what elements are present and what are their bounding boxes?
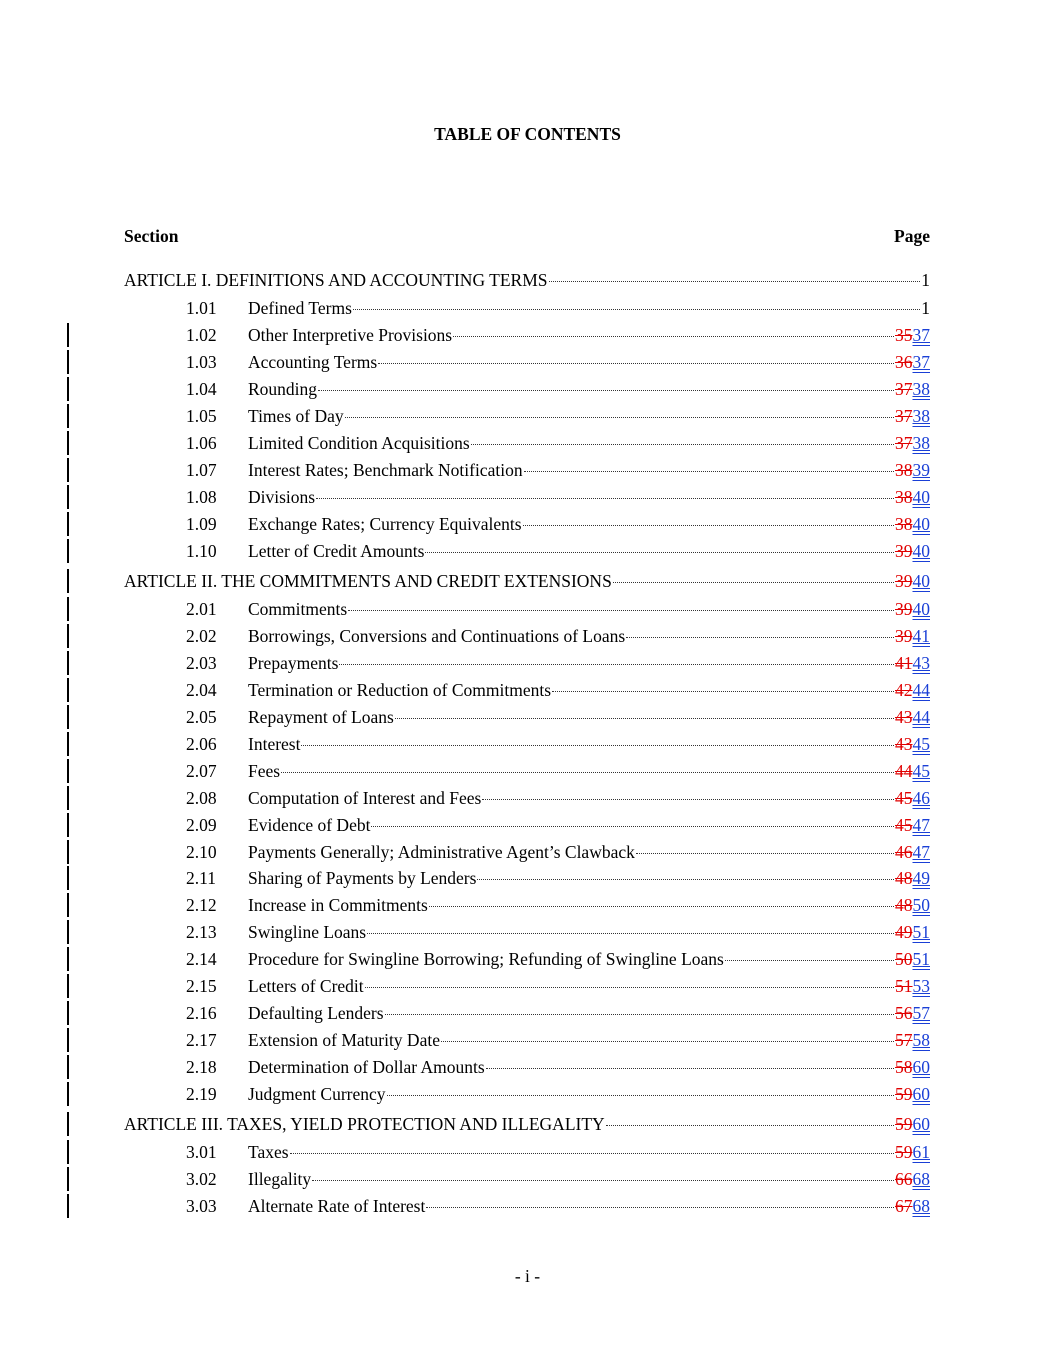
toc-section-title: Taxes — [248, 1142, 289, 1162]
toc-entry[interactable] — [124, 840, 930, 864]
toc-section-number: 2.14 — [186, 949, 217, 969]
toc-page-number — [895, 732, 930, 756]
deleted-page-number: 38 — [895, 514, 913, 534]
toc-section-title: Procedure for Swingline Borrowing; Refunding of Swingline Loans — [248, 949, 724, 969]
toc-article-title: ARTICLE I. DEFINITIONS AND ACCOUNTING TERMS — [124, 270, 548, 290]
toc-entry[interactable] — [124, 947, 930, 971]
toc-page-number — [895, 1055, 930, 1079]
toc-section-title: Exchange Rates; Currency Equivalents — [248, 514, 522, 534]
toc-entry[interactable] — [124, 296, 930, 320]
toc-page-number — [895, 1028, 930, 1052]
change-bar — [67, 759, 69, 783]
toc-entry[interactable] — [124, 813, 930, 837]
toc-section-title: Sharing of Payments by Lenders — [248, 868, 477, 888]
change-bar — [67, 597, 69, 621]
toc-section-number: 2.04 — [186, 680, 217, 700]
toc-page-number — [895, 512, 930, 536]
deleted-page-number: 59 — [895, 1084, 913, 1104]
dot-leader — [353, 308, 920, 310]
section-column-header: Section — [124, 226, 179, 246]
toc-section-number: 2.12 — [186, 895, 217, 915]
toc-entry[interactable] — [124, 458, 930, 482]
toc-article-title: ARTICLE III. TAXES, YIELD PROTECTION AND ILLEGALITY — [124, 1114, 605, 1134]
toc-section-number: 2.15 — [186, 976, 217, 996]
dot-leader — [387, 1094, 894, 1096]
toc-section-number: 1.02 — [186, 325, 217, 345]
change-bar — [67, 624, 69, 648]
toc-section-number: 1.03 — [186, 352, 217, 372]
dot-leader — [426, 1206, 894, 1208]
inserted-page-number[interactable]: 60 — [912, 1057, 930, 1077]
toc-page-number — [895, 377, 930, 401]
inserted-page-number[interactable]: 49 — [912, 868, 930, 888]
toc-page-number — [895, 431, 930, 455]
inserted-page-number[interactable]: 61 — [912, 1142, 930, 1162]
inserted-page-number[interactable]: 38 — [912, 379, 930, 399]
toc-section-number: 1.07 — [186, 460, 217, 480]
deleted-page-number: 38 — [895, 460, 913, 480]
toc-section-title: Determination of Dollar Amounts — [248, 1057, 485, 1077]
toc-section-number: 2.19 — [186, 1084, 217, 1104]
change-bar — [67, 1028, 69, 1052]
toc-page-number — [895, 759, 930, 783]
toc-section-number: 1.09 — [186, 514, 217, 534]
toc-section-title: Rounding — [248, 379, 318, 399]
change-bar — [67, 947, 69, 971]
toc-section-number: 2.03 — [186, 653, 217, 673]
deleted-page-number: 42 — [895, 680, 913, 700]
toc-entry[interactable] — [124, 485, 930, 509]
toc-section-number: 2.08 — [186, 788, 217, 808]
inserted-page-number[interactable]: 68 — [912, 1169, 930, 1189]
deleted-page-number: 43 — [895, 707, 913, 727]
page-footer: - i - — [514, 1266, 541, 1286]
toc-entry[interactable] — [124, 377, 930, 401]
dot-leader — [453, 335, 894, 337]
inserted-page-number[interactable]: 41 — [912, 626, 930, 646]
toc-page-number — [895, 323, 930, 347]
toc-section-number: 1.08 — [186, 487, 217, 507]
dot-leader — [606, 1124, 894, 1126]
toc-section-title: Swingline Loans — [248, 922, 367, 942]
deleted-page-number: 38 — [895, 487, 913, 507]
change-bar — [67, 1112, 69, 1136]
inserted-page-number[interactable]: 40 — [912, 599, 930, 619]
toc-section-title: Prepayments — [248, 653, 339, 673]
deleted-page-number: 41 — [895, 653, 913, 673]
dot-leader — [549, 280, 921, 282]
change-bar — [67, 485, 69, 509]
change-bar — [67, 1167, 69, 1191]
toc-section-number: 3.02 — [186, 1169, 217, 1189]
dot-leader — [613, 581, 894, 583]
toc-section-title: Alternate Rate of Interest — [248, 1196, 426, 1216]
dot-leader — [395, 717, 894, 719]
toc-section-number: 2.06 — [186, 734, 217, 754]
dot-leader — [482, 798, 894, 800]
change-bar — [67, 323, 69, 347]
toc-section-title: Evidence of Debt — [248, 815, 371, 835]
change-bar — [67, 404, 69, 428]
deleted-page-number: 67 — [895, 1196, 913, 1216]
change-bar — [67, 893, 69, 917]
toc-entry[interactable] — [124, 974, 930, 998]
toc-section-number: 2.10 — [186, 842, 217, 862]
deleted-page-number: 59 — [895, 1114, 913, 1134]
change-bar — [67, 813, 69, 837]
toc-section-number: 2.02 — [186, 626, 217, 646]
toc-section-number: 2.16 — [186, 1003, 217, 1023]
dot-leader — [524, 470, 894, 472]
deleted-page-number: 49 — [895, 922, 913, 942]
toc-entry[interactable] — [124, 678, 930, 702]
inserted-page-number[interactable]: 37 — [912, 352, 930, 372]
toc-entry[interactable] — [124, 866, 930, 890]
dot-leader — [523, 524, 894, 526]
deleted-page-number: 58 — [895, 1057, 913, 1077]
deleted-page-number: 35 — [895, 325, 913, 345]
dot-leader — [339, 663, 894, 665]
inserted-page-number[interactable]: 51 — [912, 922, 930, 942]
inserted-page-number[interactable]: 47 — [912, 815, 930, 835]
deleted-page-number: 45 — [895, 815, 913, 835]
deleted-page-number: 56 — [895, 1003, 913, 1023]
toc-section-number: 2.11 — [186, 868, 216, 888]
dot-leader — [290, 1152, 894, 1154]
dot-leader — [429, 905, 894, 907]
toc-page-number — [895, 1194, 930, 1218]
toc-page-number — [895, 705, 930, 729]
change-bar — [67, 539, 69, 563]
change-bar — [67, 1140, 69, 1164]
inserted-page-number[interactable]: 68 — [912, 1196, 930, 1216]
toc-entry[interactable] — [124, 624, 930, 648]
inserted-page-number[interactable]: 60 — [912, 1114, 930, 1134]
toc-page-number — [895, 866, 930, 890]
deleted-page-number: 39 — [895, 626, 913, 646]
toc-entry[interactable] — [124, 705, 930, 729]
change-bar — [67, 974, 69, 998]
toc-page-number — [895, 974, 930, 998]
deleted-page-number: 48 — [895, 895, 913, 915]
toc-entry[interactable] — [124, 1028, 930, 1052]
toc-entry[interactable] — [124, 512, 930, 536]
inserted-page-number[interactable]: 39 — [912, 460, 930, 480]
toc-section-title: Other Interpretive Provisions — [248, 325, 453, 345]
change-bar — [67, 569, 69, 593]
dot-leader — [378, 362, 894, 364]
inserted-page-number[interactable]: 47 — [912, 842, 930, 862]
change-bar — [67, 350, 69, 374]
toc-article-title: ARTICLE II. THE COMMITMENTS AND CREDIT EXTENSIONS — [124, 571, 612, 591]
inserted-page-number[interactable]: 38 — [912, 433, 930, 453]
dot-leader — [725, 959, 894, 961]
deleted-page-number: 39 — [895, 599, 913, 619]
toc-entry[interactable] — [124, 539, 930, 563]
toc-page-number — [895, 651, 930, 675]
toc-section-title: Letters of Credit — [248, 976, 364, 996]
dot-leader — [471, 443, 894, 445]
toc-entry[interactable] — [124, 1055, 930, 1079]
inserted-page-number[interactable]: 40 — [912, 514, 930, 534]
dot-leader — [441, 1040, 894, 1042]
toc-section-number: 2.18 — [186, 1057, 217, 1077]
deleted-page-number: 37 — [895, 433, 913, 453]
toc-section-title: Commitments — [248, 599, 348, 619]
inserted-page-number[interactable]: 57 — [912, 1003, 930, 1023]
toc-section-title: Defined Terms — [248, 298, 352, 318]
deleted-page-number: 36 — [895, 352, 913, 372]
toc-section-number: 2.13 — [186, 922, 217, 942]
toc-section-number: 2.17 — [186, 1030, 217, 1050]
change-bar — [67, 377, 69, 401]
deleted-page-number: 45 — [895, 788, 913, 808]
inserted-page-number[interactable]: 40 — [912, 571, 930, 591]
toc-entry[interactable] — [124, 323, 930, 347]
toc-page-number — [895, 350, 930, 374]
change-bar — [67, 786, 69, 810]
change-bar — [67, 1194, 69, 1218]
toc-section-title: Times of Day — [248, 406, 344, 426]
toc-entry[interactable] — [124, 1140, 930, 1164]
change-bar — [67, 732, 69, 756]
toc-page-number — [895, 539, 930, 563]
dot-leader — [371, 825, 894, 827]
change-bar — [67, 431, 69, 455]
toc-section-number: 1.05 — [186, 406, 217, 426]
change-bar — [67, 705, 69, 729]
toc-section-title: Fees — [248, 761, 281, 781]
toc-entry[interactable] — [124, 597, 930, 621]
toc-page-number — [895, 569, 930, 593]
dot-leader — [385, 1013, 894, 1015]
change-bar — [67, 866, 69, 890]
change-bar — [67, 920, 69, 944]
toc-section-title: Extension of Maturity Date — [248, 1030, 440, 1050]
toc-section-number: 1.06 — [186, 433, 217, 453]
toc-entry[interactable] — [124, 759, 930, 783]
deleted-page-number: 44 — [895, 761, 913, 781]
deleted-page-number: 66 — [895, 1169, 913, 1189]
inserted-page-number[interactable]: 44 — [912, 707, 930, 727]
toc-entry[interactable] — [124, 893, 930, 917]
toc-page-number — [895, 624, 930, 648]
toc-section-title: Limited Condition Acquisitions — [248, 433, 470, 453]
toc-page-number — [895, 840, 930, 864]
toc-section-number: 2.05 — [186, 707, 217, 727]
toc-section-number: 1.01 — [186, 298, 217, 318]
toc-section-number: 3.01 — [186, 1142, 217, 1162]
inserted-page-number[interactable]: 45 — [912, 761, 930, 781]
toc-section-title: Interest — [248, 734, 301, 754]
dot-leader — [318, 389, 894, 391]
toc-section-title: Payments Generally; Administrative Agent’s Clawback — [248, 842, 635, 862]
toc-page-number — [895, 1001, 930, 1025]
toc-page-number — [895, 1112, 930, 1136]
toc-section-title: Computation of Interest and Fees — [248, 788, 482, 808]
toc-section-number: 3.03 — [186, 1196, 217, 1216]
inserted-page-number[interactable]: 44 — [912, 680, 930, 700]
inserted-page-number[interactable]: 46 — [912, 788, 930, 808]
deleted-page-number: 37 — [895, 406, 913, 426]
toc-entry[interactable] — [124, 920, 930, 944]
change-bar — [67, 1055, 69, 1079]
dot-leader — [486, 1067, 894, 1069]
inserted-page-number[interactable]: 45 — [912, 734, 930, 754]
toc-page-number — [895, 458, 930, 482]
page-column-header: Page — [894, 226, 930, 246]
toc-entry[interactable] — [124, 350, 930, 374]
toc-page-number — [895, 1167, 930, 1191]
dot-leader — [281, 771, 894, 773]
toc-page-number — [895, 597, 930, 621]
toc-section-number: 1.10 — [186, 541, 217, 561]
deleted-page-number: 46 — [895, 842, 913, 862]
toc-section-title: Interest Rates; Benchmark Notification — [248, 460, 523, 480]
inserted-page-number[interactable]: 40 — [912, 487, 930, 507]
dot-leader — [312, 1179, 894, 1181]
dot-leader — [316, 497, 894, 499]
toc-page-number: 1 — [921, 298, 930, 318]
toc-section-title: Letter of Credit Amounts — [248, 541, 425, 561]
toc-section-number: 2.01 — [186, 599, 217, 619]
dot-leader — [365, 986, 894, 988]
change-bar — [67, 651, 69, 675]
dot-leader — [552, 690, 894, 692]
deleted-page-number: 39 — [895, 541, 913, 561]
toc-entry[interactable] — [124, 651, 930, 675]
toc-section-number: 2.07 — [186, 761, 217, 781]
toc-section-title: Illegality — [248, 1169, 312, 1189]
toc-entry[interactable] — [124, 786, 930, 810]
toc-section-title: Repayment of Loans — [248, 707, 394, 727]
toc-section-title: Termination or Reduction of Commitments — [248, 680, 552, 700]
toc-article-heading[interactable] — [124, 1112, 930, 1136]
inserted-page-number[interactable]: 50 — [912, 895, 930, 915]
toc-page-number — [895, 1082, 930, 1106]
toc-page-number — [895, 947, 930, 971]
toc-entry[interactable] — [124, 1194, 930, 1218]
inserted-page-number[interactable]: 53 — [912, 976, 930, 996]
inserted-page-number[interactable]: 43 — [912, 653, 930, 673]
toc-article-heading[interactable] — [124, 569, 930, 593]
toc-page-number — [895, 485, 930, 509]
change-bar — [67, 840, 69, 864]
inserted-page-number[interactable]: 51 — [912, 949, 930, 969]
toc-section-title: Increase in Commitments — [248, 895, 428, 915]
deleted-page-number: 37 — [895, 379, 913, 399]
dot-leader — [367, 932, 894, 934]
deleted-page-number: 50 — [895, 949, 913, 969]
deleted-page-number: 48 — [895, 868, 913, 888]
toc-section-title: Borrowings, Conversions and Continuations of Loans — [248, 626, 626, 646]
inserted-page-number[interactable]: 40 — [912, 541, 930, 561]
toc-section-title: Judgment Currency — [248, 1084, 386, 1104]
toc-entry[interactable] — [124, 1001, 930, 1025]
deleted-page-number: 59 — [895, 1142, 913, 1162]
inserted-page-number[interactable]: 38 — [912, 406, 930, 426]
inserted-page-number[interactable]: 60 — [912, 1084, 930, 1104]
deleted-page-number: 39 — [895, 571, 913, 591]
toc-entry[interactable] — [124, 404, 930, 428]
inserted-page-number[interactable]: 37 — [912, 325, 930, 345]
toc-page-number — [895, 678, 930, 702]
toc-section-title: Defaulting Lenders — [248, 1003, 384, 1023]
dot-leader — [301, 744, 894, 746]
dot-leader — [348, 609, 894, 611]
toc-section-title: Accounting Terms — [248, 352, 378, 372]
toc-entry[interactable] — [124, 732, 930, 756]
toc-section-number: 2.09 — [186, 815, 217, 835]
dot-leader — [345, 416, 894, 418]
change-bar — [67, 512, 69, 536]
change-bar — [67, 1082, 69, 1106]
change-bar — [67, 678, 69, 702]
dot-leader — [636, 852, 894, 854]
toc-section-title: Divisions — [248, 487, 316, 507]
dot-leader — [626, 636, 894, 638]
deleted-page-number: 43 — [895, 734, 913, 754]
dot-leader — [425, 551, 894, 553]
toc-page-number — [895, 404, 930, 428]
toc-page-number — [895, 813, 930, 837]
toc-entry[interactable] — [124, 1167, 930, 1191]
toc-section-number: 1.04 — [186, 379, 217, 399]
toc-title: TABLE OF CONTENTS — [434, 124, 621, 144]
toc-article-heading[interactable] — [124, 268, 930, 292]
dot-leader — [477, 878, 894, 880]
toc-entry[interactable] — [124, 1082, 930, 1106]
change-bar — [67, 458, 69, 482]
toc-page-number — [895, 786, 930, 810]
change-bar — [67, 1001, 69, 1025]
toc-page-number — [895, 920, 930, 944]
toc-entry[interactable] — [124, 431, 930, 455]
inserted-page-number[interactable]: 58 — [912, 1030, 930, 1050]
deleted-page-number: 51 — [895, 976, 913, 996]
toc-page-number — [895, 1140, 930, 1164]
toc-page-number: 1 — [921, 270, 930, 290]
deleted-page-number: 57 — [895, 1030, 913, 1050]
toc-page-number — [895, 893, 930, 917]
